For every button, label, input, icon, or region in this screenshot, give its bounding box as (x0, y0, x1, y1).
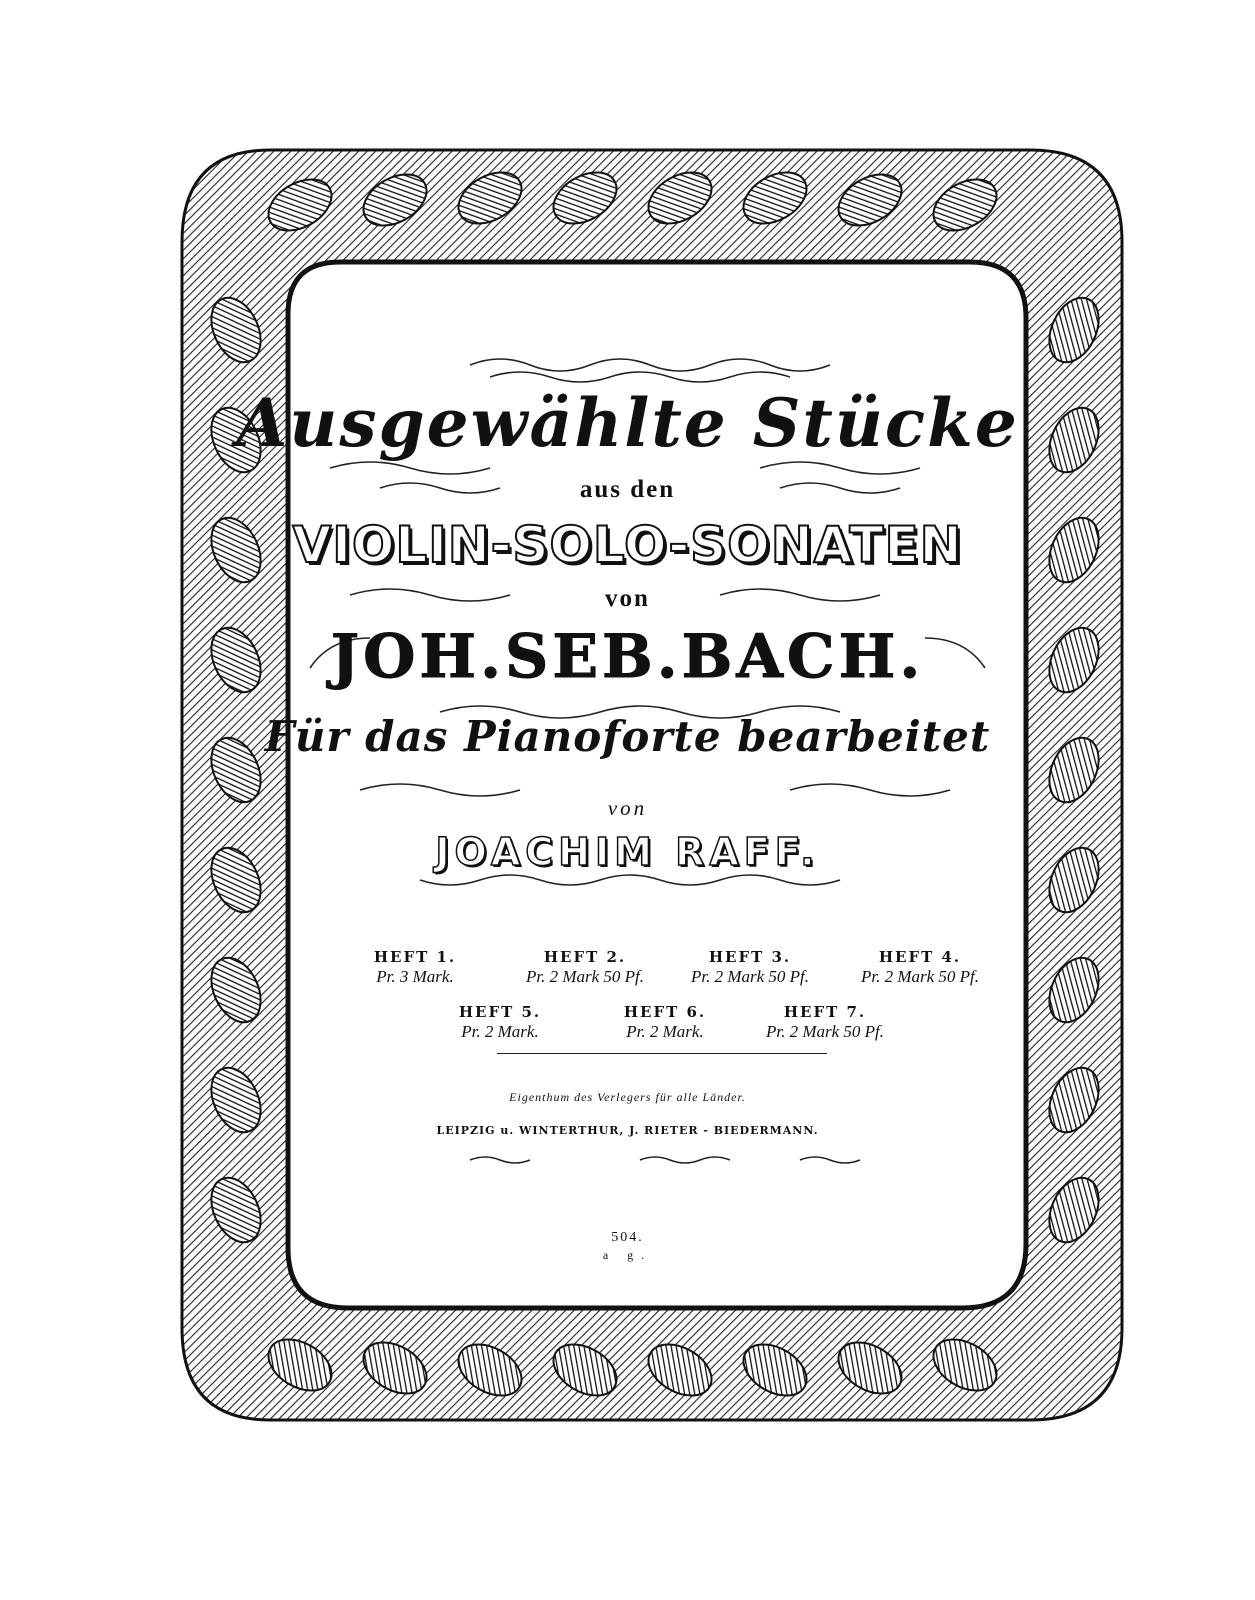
heft-price: Pr. 2 Mark 50 Pf. (525, 967, 645, 986)
heft-item (490, 948, 680, 987)
heft-item (730, 1003, 920, 1042)
plate-sub-mark: a g. (602, 1248, 653, 1262)
composer-name: JOH.SEB.BACH. (330, 622, 925, 692)
heft-item (405, 1003, 595, 1042)
subtitle: VIOLIN-SOLO-SONATEN (292, 516, 963, 574)
heft-price: Pr. 2 Mark 50 Pf. (690, 967, 810, 986)
von-line-2: von (607, 796, 648, 820)
heft-item (320, 948, 510, 987)
heft-name: HEFT 7. (783, 1003, 867, 1021)
heft-name: HEFT 5. (458, 1003, 542, 1021)
publisher-imprint: LEIPZIG u. WINTERTHUR, J. RIETER - BIEDERMANN. (436, 1124, 819, 1137)
heft-price: Pr. 2 Mark 50 Pf. (765, 1022, 885, 1041)
arrangement-line: Für das Pianoforte bearbeitet (264, 712, 991, 761)
heft-name: HEFT 4. (878, 948, 962, 966)
heft-item (655, 948, 845, 987)
plate-number: 504. (611, 1230, 644, 1245)
rights-notice: Eigenthum des Verlegers für alle Länder. (509, 1090, 746, 1104)
heft-price: Pr. 2 Mark 50 Pf. (860, 967, 980, 986)
heft-item (825, 948, 1015, 987)
aus-den-line: aus den (579, 476, 676, 503)
heft-price: Pr. 2 Mark. (626, 1022, 704, 1041)
title: Ausgewählte Stücke (236, 384, 1019, 462)
von-line-1: von (605, 585, 650, 612)
divider-rule (497, 1053, 827, 1054)
heft-name: HEFT 2. (543, 948, 627, 966)
heft-name: HEFT 1. (373, 948, 457, 966)
heft-name: HEFT 6. (623, 1003, 707, 1021)
heft-price: Pr. 3 Mark. (376, 967, 454, 986)
arranger-name: JOACHIM RAFF. (435, 830, 820, 874)
heft-name: HEFT 3. (708, 948, 792, 966)
heft-price: Pr. 2 Mark. (461, 1022, 539, 1041)
